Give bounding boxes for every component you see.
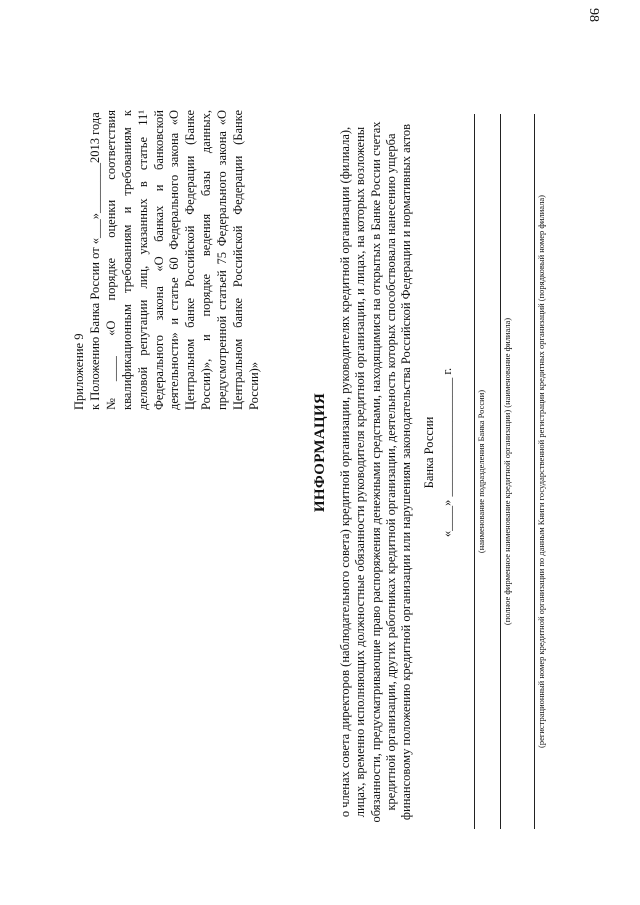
appendix-header — [72, 110, 263, 410]
info-line: финансовому положению кредитной организации или нарушениям законодательства Российской Федерации и нормативных актов — [399, 123, 414, 821]
info-line: о членах совета директоров (наблюдательного совета) кредитной организации, руководителях кредитной организации (филиала), — [338, 126, 352, 818]
division-caption: (наименование подразделения Банка России) — [476, 389, 486, 554]
page-number: 98 — [586, 8, 601, 22]
info-description — [338, 117, 414, 827]
appendix-title: Приложение 9 — [72, 333, 86, 410]
info-line: обязанности, предусматривающие право распоряжения денежными средствами, находящимися на открытых в Банке России счетах — [368, 121, 383, 823]
numbers-caption: (регистрационный номер кредитной организации по данным Книги государственной регистрации кредитных организаций (порядковый номер филиала) — [536, 195, 546, 748]
names-line — [500, 114, 501, 829]
document-title: ИНФОРМАЦИЯ — [312, 392, 328, 513]
division-line — [474, 114, 475, 829]
date-line: «____» ___________________ г. — [440, 367, 454, 538]
info-line: кредитной организации, других работниках кредитной организации, деятельность которых способствовала нанесению ущерба — [383, 133, 398, 811]
appendix-reference: к Положению Банка России от «___»________2013 года — [87, 112, 102, 410]
names-caption: (полное фирменное наименование кредитной организации) (наименование филиала) — [502, 317, 512, 626]
info-line: лицах, временно исполняющих должностные обязанности руководителя кредитной организации, и лицах, на которых возложены — [353, 126, 368, 818]
appendix-body: №____ «О порядке оценки соответствия квалификационным требованиям и требованиям к деловой репутации лиц, указанных в статье 11¹ Федерального закона «О банках и банковской деятельности» и статье 60 Федерального закона «О Центральном банке Российской Федерации (Банке России)», и порядке ведения базы данных, предусмотренной статьей 75 Федерального закона «О Центральном банке Российской Федерации (Банке России)» — [103, 110, 261, 410]
bank-line: Банка России — [422, 416, 436, 489]
numbers-line — [534, 114, 535, 829]
